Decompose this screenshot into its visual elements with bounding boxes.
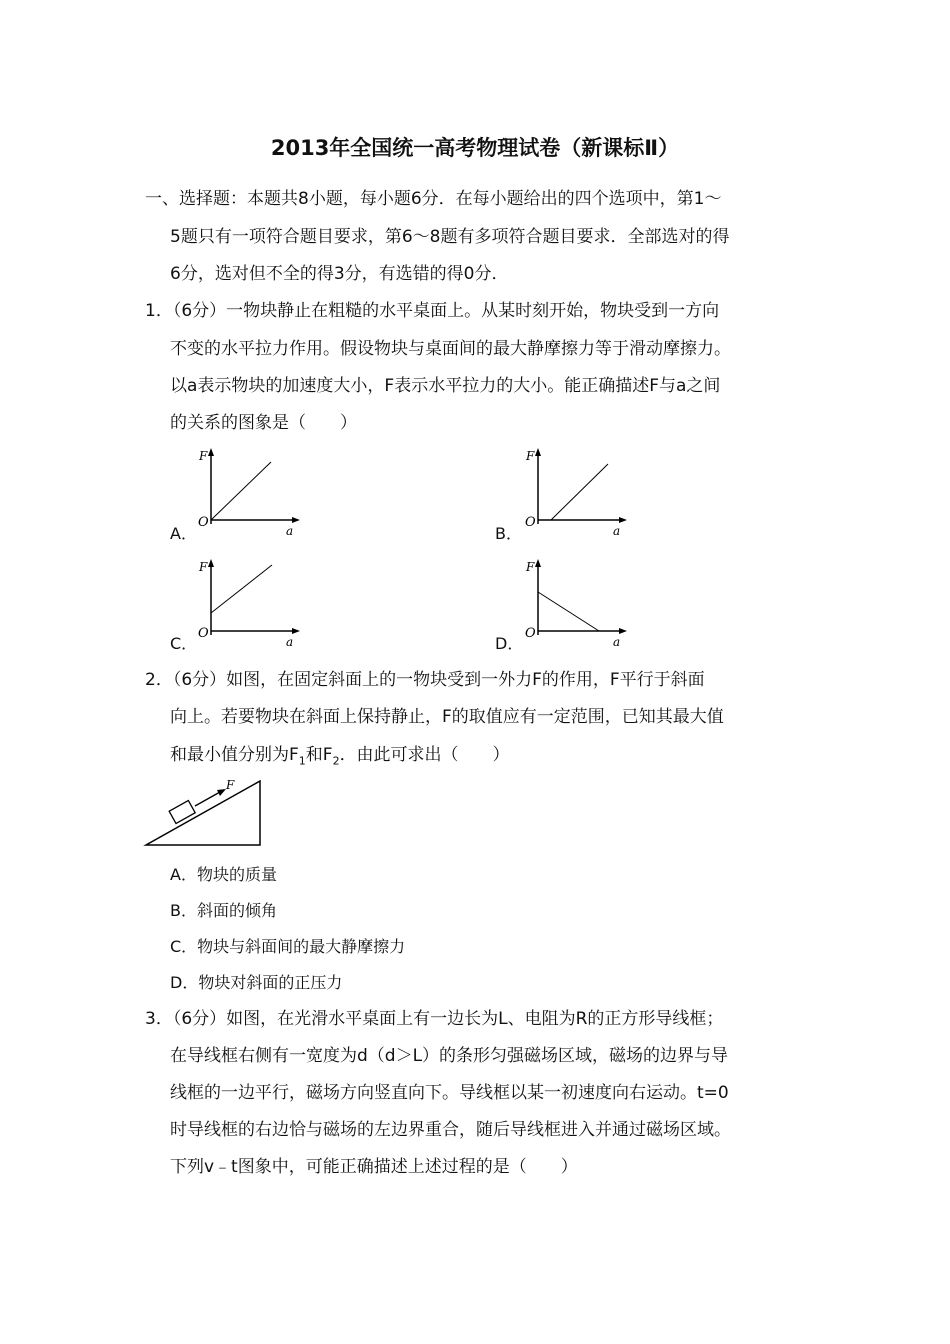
q1-option-a-label: A． <box>170 524 197 543</box>
q1-line-3: 以a表示物块的加速度大小，F表示水平拉力的大小。能正确描述F与a之间 <box>170 376 721 396</box>
axis-x-label: a <box>613 635 621 649</box>
section-line-1: 一、选择题：本题共8小题，每小题6分．在每小题给出的四个选项中，第1～ <box>145 189 722 209</box>
q2-line-1: 2．（6分）如图，在固定斜面上的一物块受到一外力F的作用，F平行于斜面 <box>145 670 705 690</box>
section-line-2: 5题只有一项符合题目要求，第6～8题有多项符合题目要求．全部选对的得 <box>170 227 730 247</box>
q3-line-4: 时导线框的右边恰与磁场的左边界重合，随后导线框进入并通过磁场区域。 <box>170 1120 731 1140</box>
section-line-3: 6分，选对但不全的得3分，有选错的得0分． <box>170 264 509 284</box>
q3-line-1: 3．（6分）如图，在光滑水平桌面上有一边长为L、电阻为R的正方形导线框； <box>145 1009 724 1029</box>
origin-label: O <box>198 626 209 641</box>
q3-line-3: 线框的一边平行，磁场方向竖直向下。导线框以某一初速度向右运动。t=0 <box>170 1083 729 1103</box>
axis-x-label: a <box>286 524 294 538</box>
q2-option-c: C．物块与斜面间的最大静摩擦力 <box>170 937 406 956</box>
axis-y-label: F <box>526 449 535 463</box>
force-arrow-head <box>217 789 226 796</box>
axis-y-label: F <box>199 560 208 574</box>
origin-label: O <box>198 515 209 530</box>
q2-option-a: A．物块的质量 <box>170 865 277 884</box>
incline-figure <box>140 775 270 850</box>
q2-line-3: 和最小值分别为$F_1$和$F_2$．由此可求出（ ） <box>170 745 510 768</box>
q1-graph-c <box>196 555 306 650</box>
q3-line-5: 下列v﹣t图象中，可能正确描述上述过程的是（ ） <box>170 1157 578 1177</box>
q1-option-c-label: C． <box>170 634 198 653</box>
q1-graph-b <box>523 444 633 539</box>
q1-graph-d <box>523 555 633 650</box>
q3-line-2: 在导线框右侧有一宽度为d（d＞L）的条形匀强磁场区域，磁场的边界与导 <box>170 1046 729 1066</box>
origin-label: O <box>525 515 536 530</box>
q2-line-2: 向上。若要物块在斜面上保持静止，F的取值应有一定范围，已知其最大值 <box>170 707 724 727</box>
q2-option-b: B．斜面的倾角 <box>170 901 277 920</box>
axis-y-label: F <box>526 560 535 574</box>
q1-graph-a <box>196 444 306 539</box>
q1-line-4: 的关系的图象是（ ） <box>170 413 357 433</box>
axis-x-label: a <box>613 524 621 538</box>
axis-y-label: F <box>199 449 208 463</box>
page-title: 2013年全国统一高考物理试卷（新课标Ⅱ） <box>270 136 680 160</box>
axis-x-label: a <box>286 635 294 649</box>
q1-line-2: 不变的水平拉力作用。假设物块与桌面间的最大静摩擦力等于滑动摩擦力。 <box>170 339 731 359</box>
q1-line-1: 1．（6分）一物块静止在粗糙的水平桌面上。从某时刻开始，物块受到一方向 <box>145 301 720 321</box>
force-label: F <box>226 778 235 792</box>
q1-option-d-label: D． <box>495 634 524 653</box>
q2-option-d: D．物块对斜面的正压力 <box>170 973 343 992</box>
q1-option-b-label: B． <box>495 524 522 543</box>
origin-label: O <box>525 626 536 641</box>
